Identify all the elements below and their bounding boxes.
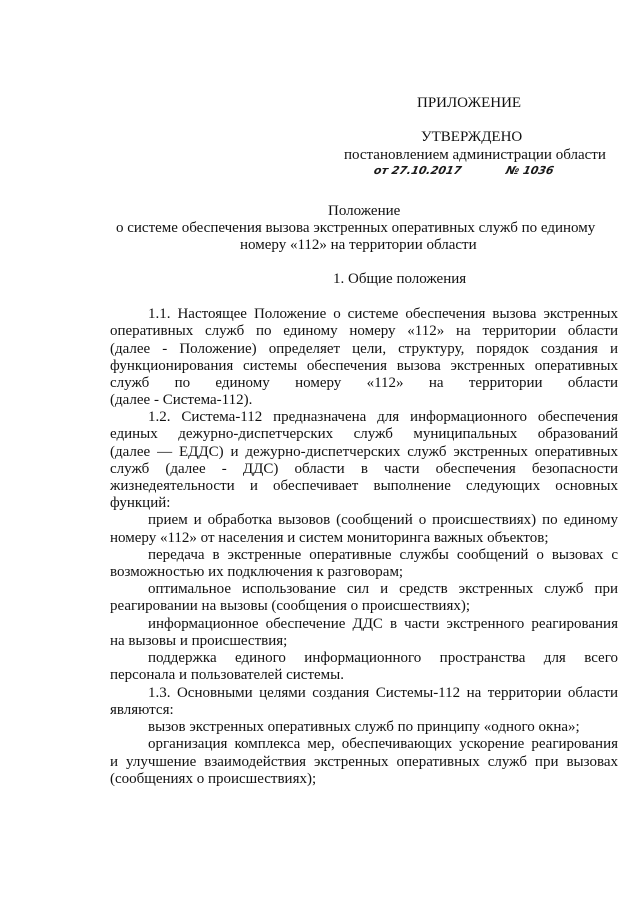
paragraph-line: номеру «112» от населения и систем мониторинга важных объектов; xyxy=(110,530,549,546)
resolution-line: постановлением администрации области xyxy=(344,147,606,163)
paragraph-line: передача в экстренные оперативные службы сообщений о вызовах с xyxy=(148,547,618,563)
paragraph-line: на вызовы и происшествия; xyxy=(110,633,288,649)
approved-label: УТВЕРЖДЕНО xyxy=(421,129,523,145)
paragraph-line: служб (далее - ДДС) области в части обеспечения безопасности xyxy=(110,461,618,477)
paragraph-line: вызов экстренных оперативных служб по принципу «одного окна»; xyxy=(148,719,580,735)
paragraph-line: прием и обработка вызовов (сообщений о происшествиях) по единому xyxy=(148,512,618,528)
paragraph-line: 1.1. Настоящее Положение о системе обеспечения вызова экстренных xyxy=(148,306,618,322)
paragraph-line: поддержка единого информационного пространства для всего xyxy=(148,650,618,666)
appendix-label: ПРИЛОЖЕНИЕ xyxy=(417,95,522,111)
paragraph-line: служб по единому номеру «112» на территории области xyxy=(110,375,618,391)
section-1-heading: 1. Общие положения xyxy=(333,271,467,287)
paragraph-line: (далее - Система-112). xyxy=(110,392,253,408)
paragraph-line: (сообщениях о происшествиях); xyxy=(110,771,317,787)
paragraph-line: 1.3. Основными целями создания Системы-112 на территории области xyxy=(148,685,618,701)
paragraph-line: жизнедеятельности и обеспечивает выполнение следующих основных xyxy=(110,478,618,494)
handwritten-date: от 27.10.2017 xyxy=(372,164,463,177)
paragraph-line: функций: xyxy=(110,495,171,511)
paragraph-line: оперативных служб по единому номеру «112» на территории области xyxy=(110,323,618,339)
title-line-2: о системе обеспечения вызова экстренных оперативных служб по единому xyxy=(116,220,596,236)
paragraph-line: персонала и пользователей системы. xyxy=(110,667,344,683)
paragraph-line: являются: xyxy=(110,702,174,718)
paragraph-line: оптимальное использование сил и средств экстренных служб при xyxy=(148,581,618,597)
paragraph-line: (далее — ЕДДС) и дежурно-диспетчерских служб экстренных оперативных xyxy=(110,444,618,460)
paragraph-line: 1.2. Система-112 предназначена для информационного обеспечения xyxy=(148,409,618,425)
handwritten-number: № 1036 xyxy=(504,164,556,177)
paragraph-line: функционирования системы обеспечения вызова экстренных оперативных xyxy=(110,358,618,374)
paragraph-line: единых дежурно-диспетчерских служб муниципальных образований xyxy=(110,426,618,442)
title-line-3: номеру «112» на территории области xyxy=(240,237,477,253)
title-line-1: Положение xyxy=(328,203,401,219)
paragraph-line: организация комплекса мер, обеспечивающих ускорение реагирования xyxy=(148,736,618,752)
paragraph-line: реагировании на вызовы (сообщения о происшествиях); xyxy=(110,598,471,614)
paragraph-line: возможностью их подключения к разговорам; xyxy=(110,564,404,580)
paragraph-line: и улучшение взаимодействия экстренных оперативных служб при вызовах xyxy=(110,754,618,770)
paragraph-line: (далее - Положение) определяет цели, структуру, порядок создания и xyxy=(110,341,618,357)
paragraph-line: информационное обеспечение ДДС в части экстренного реагирования xyxy=(148,616,618,632)
